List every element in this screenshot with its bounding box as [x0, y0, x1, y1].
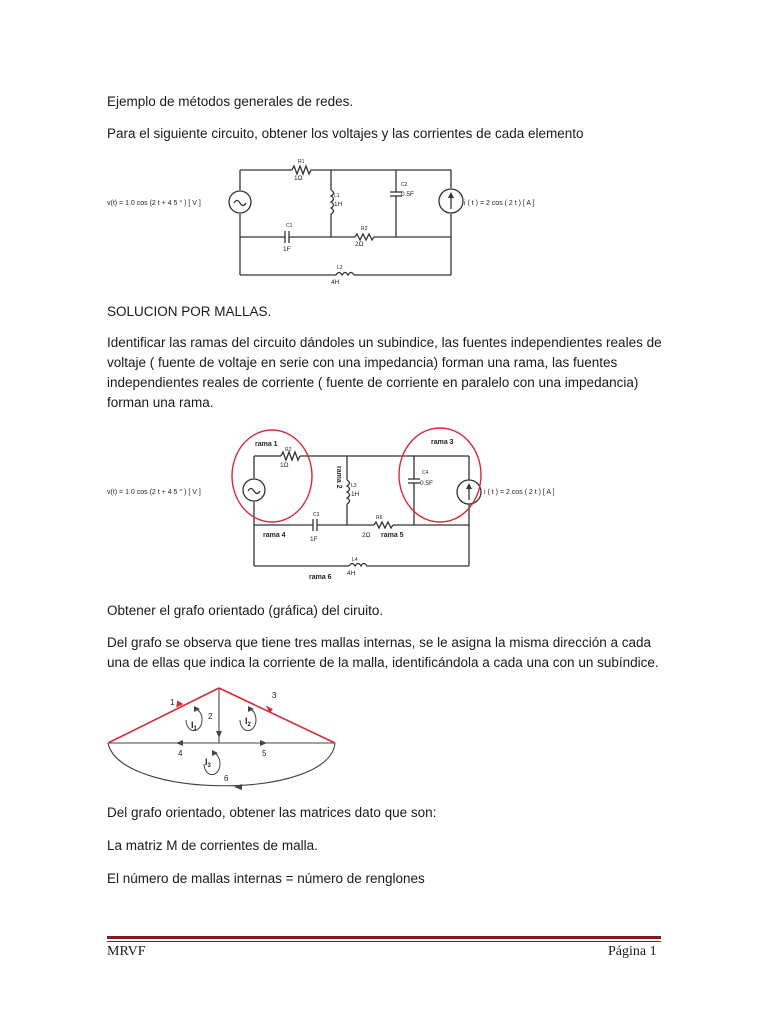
branch-5-label: 5: [262, 749, 267, 758]
branch-6-label: 6: [224, 774, 229, 783]
r2-value: 2Ω: [355, 241, 364, 248]
branch-instructions: Identificar las ramas del circuito dándoles un subindice, las fuentes independientes reales de voltaje ( fuente de voltaje en serie con una impedancia) forman una rama, las fuentes independientes reales de corriente ( fuente de corriente en paralelo con una impedancia) forman una rama.: [107, 335, 662, 410]
branch-2-label: 2: [208, 712, 213, 721]
footer-rule: [107, 936, 661, 939]
branch-1-label: 1: [170, 698, 175, 707]
rama6-label: rama 6: [309, 574, 332, 581]
c4-name: C4: [422, 470, 429, 476]
l3-name: L3: [351, 483, 357, 489]
heading-example: Ejemplo de métodos generales de redes.: [107, 94, 354, 109]
isource-label: i ( t ) = 2 cos ( 2 t ) [ A ]: [464, 200, 535, 207]
section-heading: SOLUCION POR MALLAS.: [107, 304, 272, 319]
r1-name: R1: [298, 159, 305, 165]
circuit-diagram-2: [0, 420, 768, 585]
mesh-current-2: $I_2$: [245, 716, 251, 728]
l3-value: 1H: [351, 491, 360, 498]
matrix-m-text: La matriz M de corrientes de malla.: [107, 838, 318, 853]
l4-name: L4: [352, 557, 358, 563]
l1-value: 1H: [334, 201, 343, 208]
rama1-label: rama 1: [255, 441, 278, 448]
c1-name: C1: [286, 223, 293, 229]
footer-rule-thin: [107, 941, 661, 942]
r2-name: R2: [361, 226, 368, 232]
branch-3-label: 3: [272, 691, 277, 700]
instruction-text: Para el siguiente circuito, obtener los voltajes y las corrientes de cada elemento: [107, 126, 584, 141]
c4-value: 0.5F: [420, 480, 434, 487]
circuit-diagram-1: [0, 150, 768, 300]
r2-name: R2: [285, 447, 292, 453]
rama3-label: rama 3: [431, 439, 454, 446]
rama5-label: rama 5: [381, 532, 404, 539]
vsource-label: v(t) = 1 0 cos (2 t + 4 5 ° ) [ V ]: [107, 200, 201, 207]
oriented-graph: [0, 680, 768, 790]
mesh-current-3: $I_3$: [205, 757, 211, 769]
isource-label-2: i ( t ) = 2 cos ( 2 t ) [ A ]: [484, 489, 555, 496]
l2-name: L2: [337, 265, 343, 271]
vsource-label-2: v(t) = 1 0 cos (2 t + 4 5 ° ) [ V ]: [107, 489, 201, 496]
l1-name: L1: [334, 193, 340, 199]
matrices-intro: Del grafo orientado, obtener las matrices dato que son:: [107, 805, 437, 820]
c2-value: 0.5F: [401, 191, 415, 198]
rama2-label: rama 2: [335, 466, 342, 489]
r6-name: R6: [376, 515, 383, 521]
rama4-label: rama 4: [263, 532, 286, 539]
mesh-count-text: El número de mallas internas = número de renglones: [107, 871, 425, 886]
r2-value: 1Ω: [280, 462, 289, 469]
footer-page-number: Página 1: [608, 944, 657, 959]
graph-instruction: Obtener el grafo orientado (gráfica) del ciruito.: [107, 603, 384, 618]
mesh-current-1: $I_1$: [191, 720, 197, 732]
l4-value: 4H: [347, 570, 356, 577]
r1-value: 1Ω: [294, 175, 303, 182]
c3-name: C3: [313, 512, 320, 518]
l2-value: 4H: [331, 279, 340, 286]
mesh-description: Del grafo se observa que tiene tres mallas internas, se le asigna la misma dirección a cada una de ellas que indica la corriente de la malla, identificándola a cada una con un subíndice.: [107, 635, 659, 670]
c1-value: 1F: [283, 246, 291, 253]
footer-author: MRVF: [107, 944, 146, 959]
c2-name: C2: [401, 182, 408, 188]
branch-4-label: 4: [178, 749, 183, 758]
c3-value: 1F: [310, 536, 318, 543]
r6-value: 2Ω: [362, 532, 371, 539]
